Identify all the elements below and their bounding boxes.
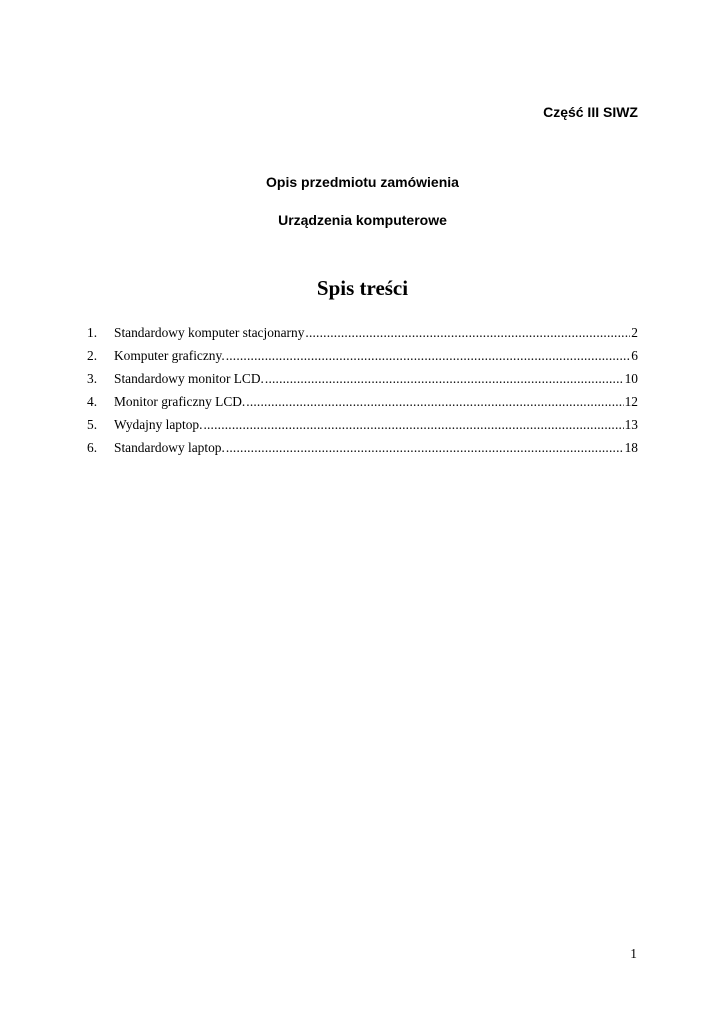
table-of-contents: [87, 321, 638, 459]
toc-entry-title: Wydajny laptop.: [114, 417, 203, 432]
page-number: 1: [630, 946, 637, 961]
toc-entry[interactable]: [87, 321, 638, 344]
toc-entry-number: 5.: [87, 417, 98, 432]
toc-entry-page: 18: [624, 440, 638, 455]
toc-entry[interactable]: [87, 436, 638, 459]
toc-entry-title: Monitor graficzny LCD.: [114, 394, 246, 409]
toc-entry-page: 2: [631, 325, 638, 340]
toc-entry-page: 12: [624, 394, 638, 409]
toc-dot-leader: [226, 344, 631, 367]
toc-entry[interactable]: [87, 344, 638, 367]
document-subtitle: Opis przedmiotu zamówienia: [266, 174, 459, 190]
toc-entry-number: 3.: [87, 371, 98, 386]
part-label: Część III SIWZ: [543, 104, 638, 120]
toc-entry-page: 13: [624, 417, 638, 432]
toc-dot-leader: [265, 367, 624, 390]
toc-entry-number: 6.: [87, 440, 98, 455]
toc-dot-leader: [203, 413, 623, 436]
toc-entry-number: 4.: [87, 394, 98, 409]
toc-entry-page: 10: [624, 371, 638, 386]
toc-heading: Spis treści: [316, 276, 409, 300]
toc-entry-title: Standardowy monitor LCD.: [114, 371, 264, 386]
document-subtitle-secondary: Urządzenia komputerowe: [278, 212, 447, 228]
toc-entry[interactable]: [87, 413, 638, 436]
toc-entry[interactable]: [87, 390, 638, 413]
toc-entry-number: 2.: [87, 348, 98, 363]
toc-dot-leader: [305, 321, 630, 344]
toc-dot-leader: [226, 436, 624, 459]
toc-entry-page: 6: [631, 348, 638, 363]
toc-entry[interactable]: [87, 367, 638, 390]
toc-entry-title: Standardowy laptop.: [114, 440, 225, 455]
toc-entry-number: 1.: [87, 325, 98, 340]
toc-entry-title: Standardowy komputer stacjonarny: [114, 325, 305, 340]
toc-entry-title: Komputer graficzny.: [114, 348, 225, 363]
toc-dot-leader: [246, 390, 623, 413]
